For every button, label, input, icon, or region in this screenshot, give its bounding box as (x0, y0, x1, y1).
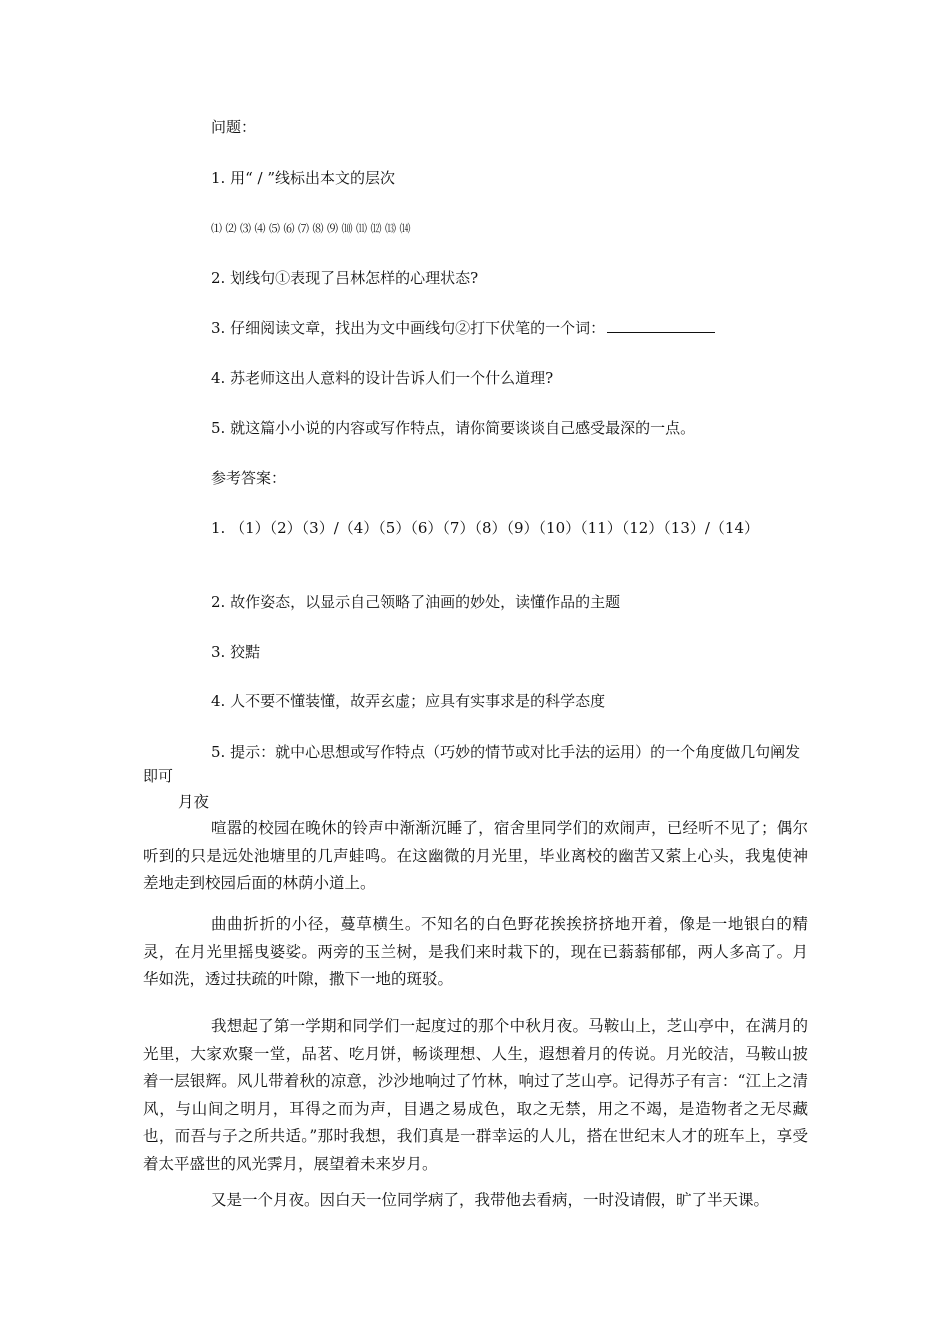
question-5: 5. 就这篇小小说的内容或写作特点，请你简要谈谈自己感受最深的一点。 (211, 419, 696, 437)
essay-title: 月夜 (178, 793, 210, 811)
answer-5: 5. 提示：就中心思想或写作特点（巧妙的情节或对比手法的运用）的一个角度做几句阐发即可 (143, 743, 801, 785)
question-1: 1. 用“ / ”线标出本文的层次 (211, 169, 396, 187)
essay-paragraph-4: 又是一个月夜。因白天一位同学病了，我带他去看病，一时没请假，旷了半天课。 (211, 1191, 770, 1209)
question-1-paragraph-marks: ⑴ ⑵ ⑶ ⑷ ⑸ ⑹ ⑺ ⑻ ⑼ ⑽ ⑾ ⑿ ⒀ ⒁ (211, 222, 411, 235)
question-3 (211, 318, 715, 338)
answer-1: 1. （1）（2）（3）/（4）（5）（6）（7）（8）（9）（10）（11）（12）（13）/（14） (211, 519, 760, 537)
question-3-text: 3. 仔细阅读文章，找出为文中画线句②打下伏笔的一个词： (211, 319, 606, 337)
question-2: 2. 划线句①表现了吕林怎样的心理状态? (211, 269, 479, 287)
answer-blank (607, 318, 715, 333)
answer-2: 2. 故作姿态，以显示自己领略了油画的妙处，读懂作品的主题 (211, 593, 621, 611)
essay-paragraph-1: 喧嚣的校园在晚休的铃声中渐渐沉睡了，宿舍里同学们的欢闹声，已经听不见了；偶尔听到的只是远处池塘里的几声蛙鸣。在这幽微的月光里，毕业离校的幽苦又萦上心头，我鬼使神差地走到校园后面的林荫小道上。 (143, 819, 808, 892)
answer-4: 4. 人不要不懂装懂，故弄玄虚；应具有实事求是的科学态度 (211, 692, 606, 710)
question-4: 4. 苏老师这出人意料的设计告诉人们一个什么道理? (211, 369, 554, 387)
answer-3: 3. 狡黠 (211, 643, 261, 661)
essay-paragraph-3: 我想起了第一学期和同学们一起度过的那个中秋月夜。马鞍山上，芝山亭中，在满月的光里，大家欢聚一堂，品茗、吃月饼，畅谈理想、人生，遐想着月的传说。月光皎洁，马鞍山披着一层银辉。风儿带着秋的凉意，沙沙地响过了竹林，响过了芝山亭。记得苏子有言：“江上之清风，与山间之明月，耳得之而为声，目遇之易成色，取之无禁，用之不竭，是造物者之无尽藏也，而吾与子之所共适。”那时我想，我们真是一群幸运的人儿，搭在世纪末人才的班车上，享受着太平盛世的风光霁月，展望着未来岁月。 (143, 1017, 808, 1173)
essay-paragraph-2: 曲曲折折的小径，蔓草横生。不知名的白色野花挨挨挤挤地开着，像是一地银白的精灵，在月光里摇曳婆娑。两旁的玉兰树，是我们来时栽下的，现在已蓊蓊郁郁，两人多高了。月华如洗，透过扶疏的叶隙，撒下一地的斑驳。 (143, 915, 808, 988)
answers-heading: 参考答案： (211, 469, 287, 487)
questions-heading: 问题： (211, 118, 257, 136)
